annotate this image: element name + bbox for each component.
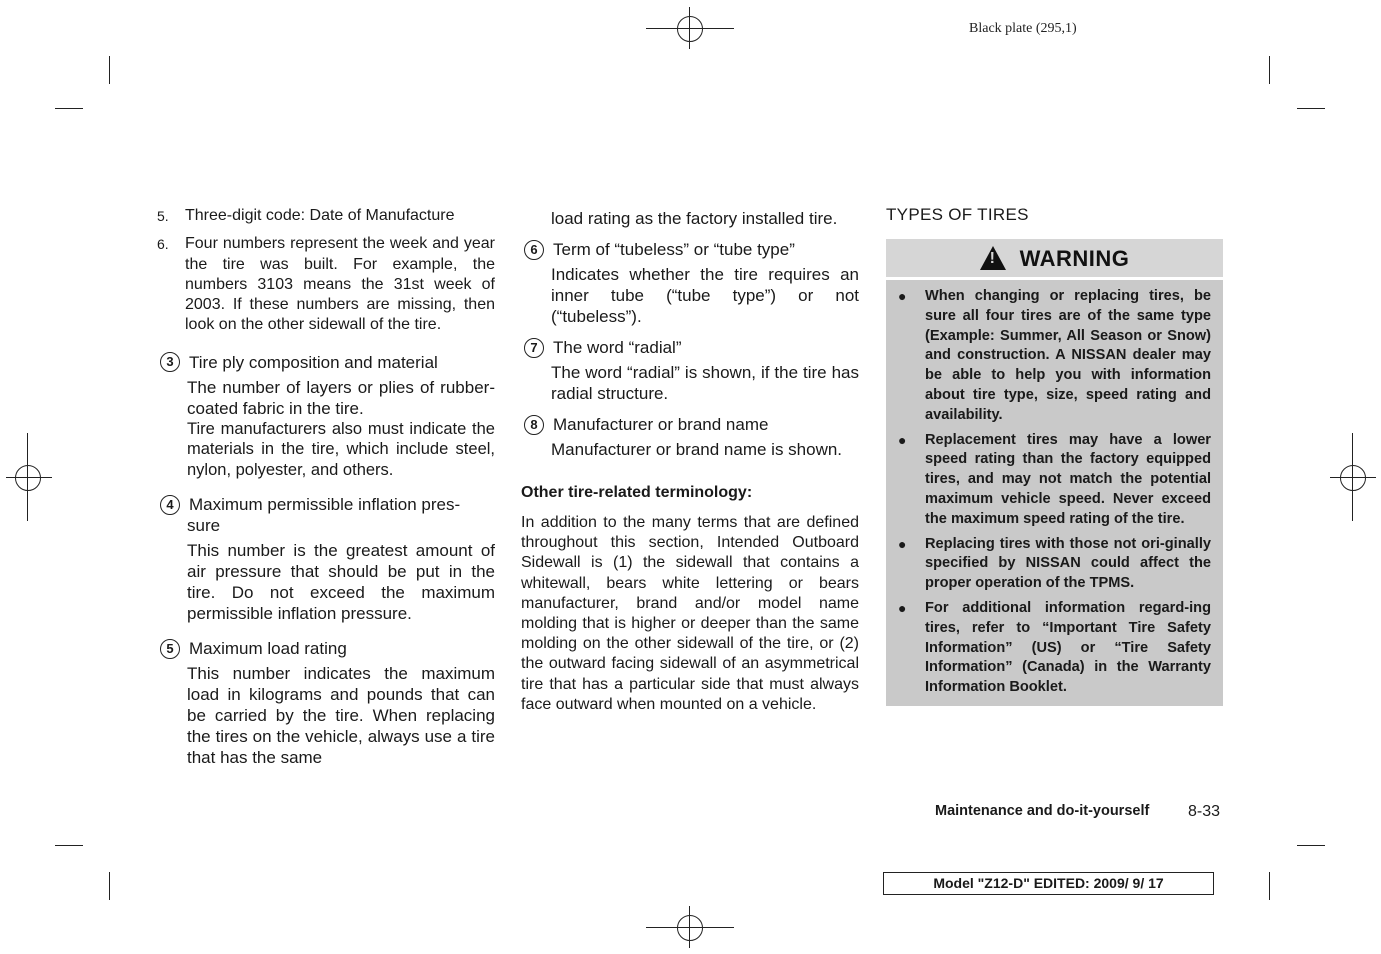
circled-number-icon: 7: [524, 338, 544, 358]
circled-number-icon: 3: [160, 352, 180, 372]
warning-header: [886, 239, 1223, 280]
term-title-cont: sure: [187, 516, 221, 536]
subheading: Other tire-related terminology:: [521, 484, 753, 501]
tire-term-item: [157, 352, 495, 481]
warning-bullet: [898, 431, 1211, 530]
term-description: Manufacturer or brand name is shown.: [551, 440, 843, 459]
model-edit-label: Model "Z12-D" EDITED: 2009/ 9/ 17: [883, 872, 1214, 895]
warning-box: [886, 239, 1223, 706]
circled-number-icon: 5: [160, 639, 180, 659]
page-number: 8-33: [1188, 803, 1221, 820]
bullet-icon: ●: [898, 431, 907, 448]
terminology-paragraph: In addition to the many terms that are defined throughout this section, Intended Outboard Sidewall is (1) the sidewall that contains a whitewall, bears white lettering or bears manufacturer, brand and/or model name molding that is higher or deeper than the same molding on the other sidewall of the tire, or (2) the outward facing sidewall of an asymmetrical tire that has a particular side that must always face outward when mounted on a vehicle.: [521, 514, 859, 713]
bullet-icon: ●: [898, 535, 907, 552]
term-title: The word “radial”: [553, 338, 682, 357]
warning-text: Replacing tires with those not ori-ginally specified by NISSAN could affect the proper operation of the TPMS.: [925, 535, 1211, 592]
bullet-icon: ●: [898, 599, 907, 616]
tire-term-item: [521, 337, 859, 404]
term-title: Maximum permissible inflation pres-: [189, 495, 461, 515]
column-3: [886, 204, 1223, 706]
list-item: [157, 234, 495, 335]
warning-bullet: [898, 599, 1211, 698]
term-title: Tire ply composition and material: [189, 352, 438, 372]
warning-text: Replacement tires may have a lower speed rating than the factory equipped tires, and may not match the potential maximum vehicle speed. Never exceed the maximum speed rating of the tire.: [925, 431, 1211, 527]
circled-number-icon: 4: [160, 495, 180, 515]
warning-text: When changing or replacing tires, be sure all four tires are of the same type (Example: Summer, All Season or Snow) and construction. A NISSAN dealer may be able to help you with information about tire type, size, speed rating and availability.: [925, 288, 1211, 423]
warning-body: [886, 280, 1223, 706]
plate-label: Black plate (295,1): [969, 21, 1077, 36]
term-title: Maximum load rating: [189, 639, 347, 659]
warning-text: For additional information regard-ing tires, refer to “Important Tire Safety Information” (US) or “Tire Safety Information” (Canada) in the Warranty Information Booklet.: [925, 599, 1211, 696]
footer-section-title: Maintenance and do-it-yourself: [935, 803, 1150, 819]
warning-bullet: [898, 287, 1211, 426]
item-text: Four numbers represent the week and year the tire was built. For example, the numbers 3103 means the 31st week of 2003. If these numbers are missing, then look on the other sidewall of the tire.: [185, 235, 495, 334]
term-title: Term of “tubeless” or “tube type”: [553, 240, 795, 259]
column-2: [521, 208, 859, 715]
term-description-2: Tire manufacturers also must indicate the materials in the tire, which include steel, nylon, polyester, and others.: [187, 419, 495, 479]
list-item: [157, 206, 495, 226]
term-description: Indicates whether the tire requires an inner tube (“tube type”) or not (“tubeless”).: [551, 265, 859, 326]
circled-number-icon: 8: [524, 415, 544, 435]
warning-bullet: [898, 535, 1211, 594]
term-description: This number indicates the maximum load in kilograms and pounds that can be carried by the tire. When replacing the tires on the vehicle, always use a tire that has the same: [187, 664, 495, 768]
column-1: [157, 206, 495, 768]
item-text: Three-digit code: Date of Manufacture: [185, 207, 455, 224]
warning-triangle-icon: !: [980, 246, 1006, 270]
item-number: 6.: [157, 236, 169, 253]
section-title: TYPES OF TIRES: [886, 205, 1029, 224]
term-description: The number of layers or plies of rubber-coated fabric in the tire.: [187, 377, 495, 418]
circled-number-icon: 6: [524, 240, 544, 260]
tire-term-item: [157, 638, 495, 768]
bullet-icon: ●: [898, 288, 907, 304]
term-description: This number is the greatest amount of air pressure that should be put in the tire. Do not exceed the maximum permissible inflation pressure.: [187, 541, 495, 624]
tire-term-item: [521, 239, 859, 327]
item-number: 5.: [157, 208, 169, 224]
warning-label: WARNING: [1019, 245, 1130, 271]
tire-term-item: [521, 414, 859, 460]
continued-text: load rating as the factory installed tire.: [551, 209, 838, 228]
term-title: Manufacturer or brand name: [553, 415, 769, 434]
tire-term-item: [157, 494, 495, 624]
term-description: The word “radial” is shown, if the tire has radial structure.: [551, 363, 859, 403]
